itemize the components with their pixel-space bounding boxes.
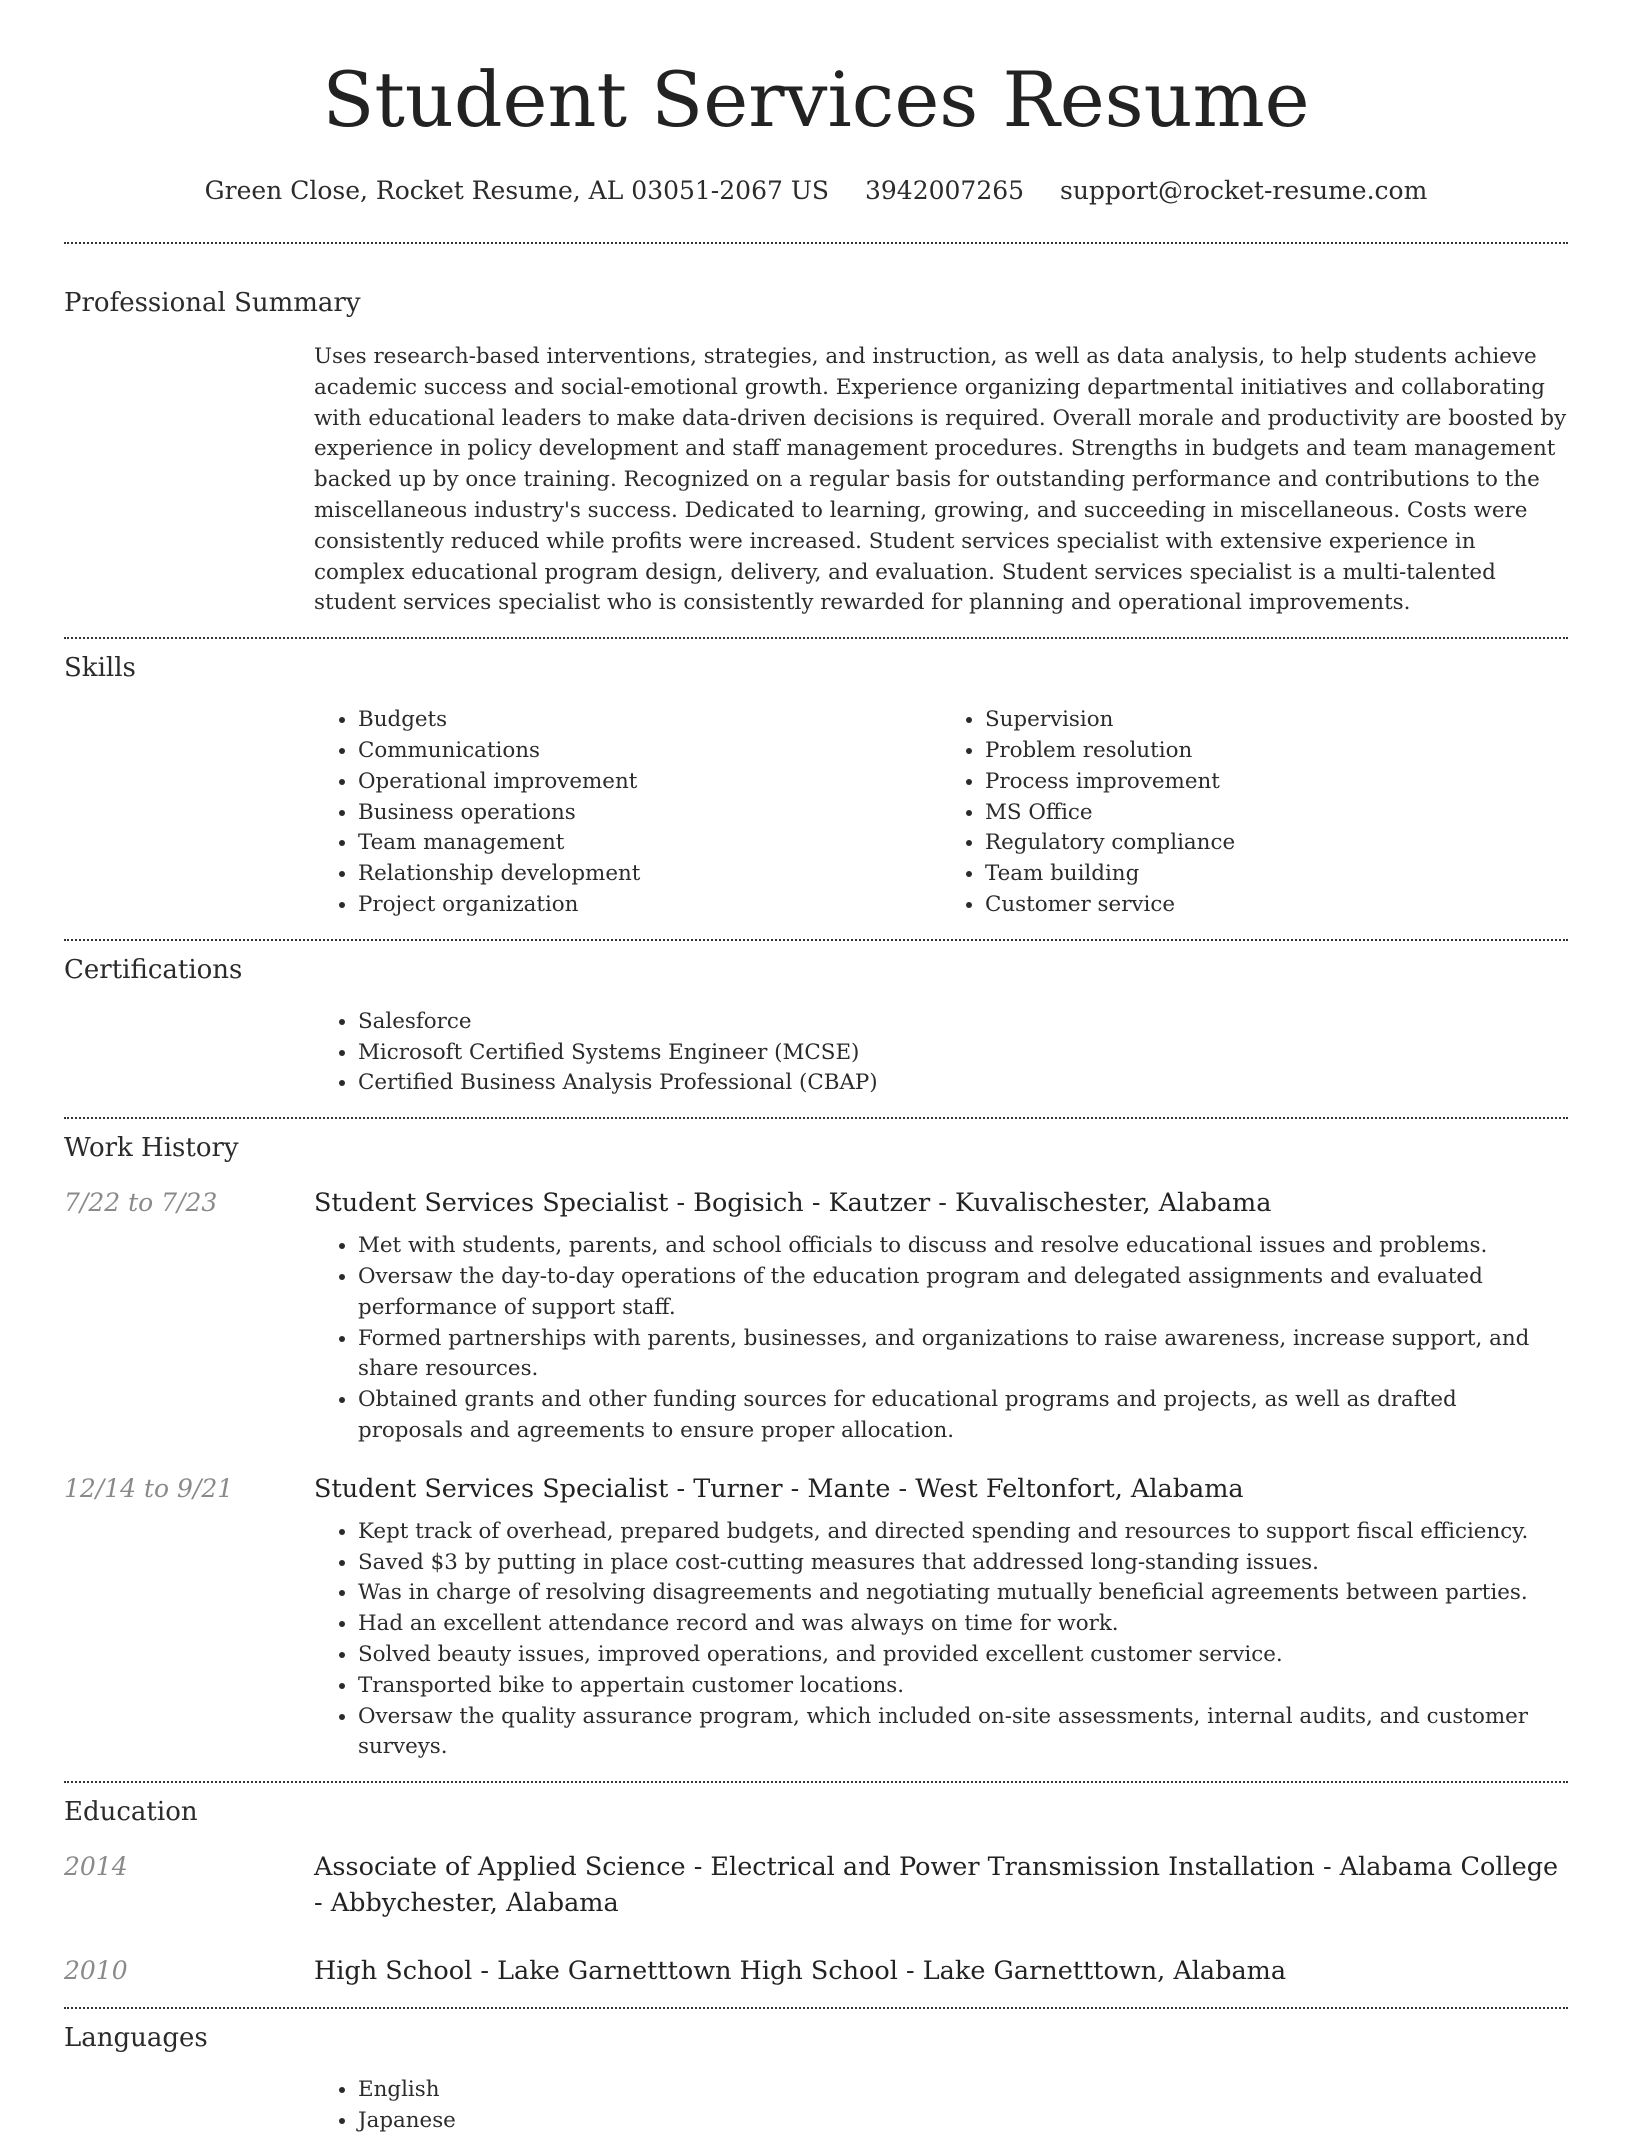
contact-line <box>64 174 1568 208</box>
education-heading: High School - Lake Garnetttown High School - Lake Garnetttown, Alabama <box>314 1956 1287 1987</box>
section-title-education: Education <box>64 1797 198 1828</box>
languages-list <box>314 2075 1568 2137</box>
job-bullet: • Saved $3 by putting in place cost-cutting measures that addressed long-standing issues. <box>358 1548 1568 1579</box>
skill-item: • Supervision <box>985 705 1568 736</box>
contact-address: Green Close, Rocket Resume, AL 03051-2067 US <box>204 176 830 205</box>
certification-item: • Salesforce <box>358 1007 1568 1038</box>
job-bullet: • Oversaw the day-to-day operations of the education program and delegated assignments and evaluated performance of support staff. <box>358 1262 1568 1324</box>
divider <box>64 637 1568 639</box>
job-entry <box>64 1185 1568 1447</box>
job-bullet: • Formed partnerships with parents, businesses, and organizations to raise awareness, increase support, and share resources. <box>358 1324 1568 1386</box>
job-dates: 7/22 to 7/23 <box>64 1188 218 1218</box>
education-heading: Associate of Applied Science - Electrical and Power Transmission Installation - Alabama College - Abbychester, Alabama <box>314 1852 1559 1919</box>
education-section <box>64 1795 1568 1989</box>
job-heading: Student Services Specialist - Turner - Mante - West Feltonfort, Alabama <box>314 1473 1244 1504</box>
skills-list-left <box>314 705 941 921</box>
jobs-container <box>64 1185 1568 1763</box>
section-title-languages: Languages <box>64 2023 208 2054</box>
job-bullet: • Transported bike to appertain customer locations. <box>358 1671 1568 1702</box>
language-item: • English <box>358 2075 1568 2106</box>
job-bullet: • Obtained grants and other funding sources for educational programs and projects, as well as drafted proposals and agreements to ensure proper allocation. <box>358 1385 1568 1447</box>
skill-item: • Communications <box>358 736 941 767</box>
summary-section <box>64 286 1568 619</box>
contact-email[interactable]: support@rocket-resume.com <box>1060 176 1428 205</box>
summary-left-spacer <box>64 342 314 619</box>
divider <box>64 1117 1568 1119</box>
job-bullet: • Oversaw the quality assurance program, which included on-site assessments, internal audits, and customer surveys. <box>358 1702 1568 1764</box>
certifications-list <box>314 1007 1568 1099</box>
section-title-work-history: Work History <box>64 1133 239 1164</box>
job-bullets <box>314 1231 1568 1447</box>
skill-item: • Project organization <box>358 890 941 921</box>
summary-text: Uses research-based interventions, strategies, and instruction, as well as data analysis, to help students achieve academic success and social-emotional growth. Experience organizing departmental initiatives and collaborating with educational leaders to make data-driven decisions is required. Overall morale and productivity are boosted by experience in policy development and staff management procedures. Strengths in budgets and team management backed up by once training. Recognized on a regular basis for outstanding performance and contributions to the miscellaneous industry's success. Dedicated to learning, growing, and succeeding in miscellaneous. Costs were consistently reduced while profits were increased. Student services specialist with extensive experience in complex educational program design, delivery, and evaluation. Student services specialist is a multi-talented student services specialist who is consistently rewarded for planning and operational improvements. <box>314 344 1567 616</box>
job-entry <box>64 1471 1568 1763</box>
contact-phone: 3942007265 <box>864 176 1025 205</box>
skills-grid <box>314 705 1568 921</box>
skill-item: • Regulatory compliance <box>985 828 1568 859</box>
skill-item: • Process improvement <box>985 767 1568 798</box>
job-bullet: • Had an excellent attendance record and was always on time for work. <box>358 1609 1568 1640</box>
languages-left-spacer <box>64 2075 314 2137</box>
skill-item: • Team management <box>358 828 941 859</box>
job-bullet: • Solved beauty issues, improved operations, and provided excellent customer service. <box>358 1640 1568 1671</box>
certifications-section <box>64 953 1568 1099</box>
certifications-left-spacer <box>64 1007 314 1099</box>
education-entry <box>64 1953 1568 1989</box>
job-bullet: • Was in charge of resolving disagreements and negotiating mutually beneficial agreements between parties. <box>358 1578 1568 1609</box>
education-year: 2014 <box>64 1852 128 1882</box>
section-title-certifications: Certifications <box>64 954 243 985</box>
job-dates: 12/14 to 9/21 <box>64 1473 234 1503</box>
skills-list-right <box>941 705 1568 921</box>
skill-item: • Customer service <box>985 890 1568 921</box>
skills-left-spacer <box>64 705 314 921</box>
work-history-section <box>64 1131 1568 1763</box>
job-bullet: • Kept track of overhead, prepared budgets, and directed spending and resources to support fiscal efficiency. <box>358 1517 1568 1548</box>
section-title-skills: Skills <box>64 653 136 684</box>
job-bullets <box>314 1517 1568 1763</box>
certification-item: • Microsoft Certified Systems Engineer (MCSE) <box>358 1038 1568 1069</box>
education-entry <box>64 1849 1568 1921</box>
skill-item: • Relationship development <box>358 859 941 890</box>
skill-item: • MS Office <box>985 798 1568 829</box>
certification-item: • Certified Business Analysis Professional (CBAP) <box>358 1068 1568 1099</box>
divider <box>64 939 1568 941</box>
education-container <box>64 1849 1568 1989</box>
job-bullet: • Met with students, parents, and school officials to discuss and resolve educational issues and problems. <box>358 1231 1568 1262</box>
skill-item: • Business operations <box>358 798 941 829</box>
languages-section <box>64 2021 1568 2137</box>
skill-item: • Problem resolution <box>985 736 1568 767</box>
skill-item: • Operational improvement <box>358 767 941 798</box>
resume-title: Student Services Resume <box>322 55 1310 144</box>
language-item: • Japanese <box>358 2106 1568 2137</box>
skills-section <box>64 651 1568 921</box>
divider <box>64 242 1568 244</box>
skill-item: • Budgets <box>358 705 941 736</box>
divider <box>64 2007 1568 2009</box>
divider <box>64 1781 1568 1783</box>
section-title-summary: Professional Summary <box>64 288 361 318</box>
job-heading: Student Services Specialist - Bogisich - Kautzer - Kuvalischester, Alabama <box>314 1188 1272 1219</box>
skill-item: • Team building <box>985 859 1568 890</box>
education-year: 2010 <box>64 1956 128 1986</box>
